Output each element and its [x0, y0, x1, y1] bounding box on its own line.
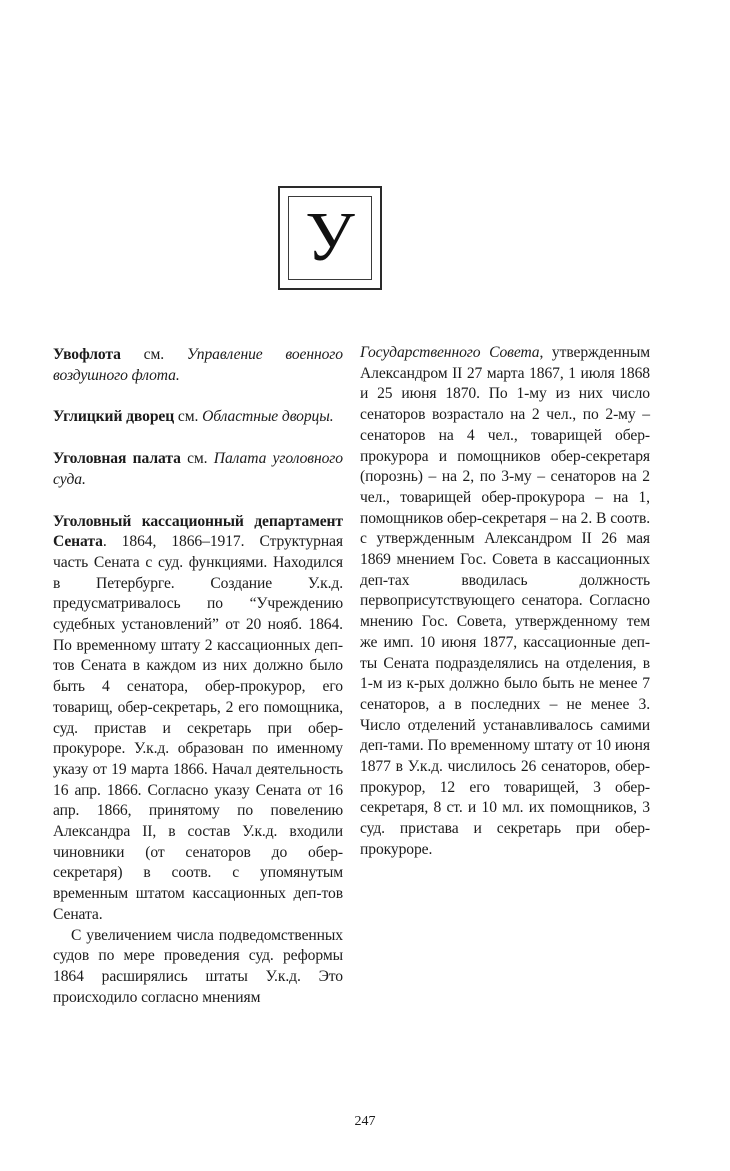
- cross-reference-link[interactable]: Управление военного воздушного флота.: [53, 346, 343, 384]
- section-letter-inner-frame: [288, 196, 372, 280]
- entry-headword: Уголовный кассационный департамент Сената: [53, 512, 343, 551]
- page-number: 247: [354, 1114, 376, 1129]
- entry-body-text: С увеличением числа подведомственных судов по мере проведения суд. реформы 1864 расширялись штаты У.к.д. Это происходило согласно мнениям: [53, 926, 343, 1006]
- see-reference: см.: [174, 408, 203, 426]
- entry-body-text: , утвержденным Александром II 27 марта 1867, 1 июля 1868 и 25 июня 1870. По 1-му из них число сенаторов возрастало на 2 чел., по 2-му – сенаторов на 4 чел., товарищей обер-прокурора и помощников обер-секретаря (порознь) – на 2, по 3-му – сенаторов на 2 чел., товарищей обер-прокурора – на 1, помощников обер-секретаря – на 2. В соотв. с утвержденным Александром II 26 мая 1869 мнением Гос. Совета в кассационных деп-тах вводилась должность первоприсутствующего сенатора. Согласно мнению Гос. Совета, утвержденному тем же имп. 10 июня 1877, кассационные деп-ты Сената подразделялись на отделения, в 1-м из к-рых должно было быть не менее 7 сенаторов, а в последних – не менее 3. Число отделений устанавливалось самими деп-тами. По временному штату от 10 июня 1877 в У.к.д. числилось 26 сенаторов, обер-прокурор, 12 его товарищей, 3 обер-секретаря, 8 ст. и 10 мл. их помощников, 3 суд. пристава и секретарь при обер-прокуроре.: [360, 344, 650, 858]
- entry-uglitsky: [53, 407, 343, 428]
- cross-reference-link[interactable]: Палата уголовного суда.: [53, 450, 343, 488]
- section-letter: У: [305, 199, 355, 276]
- cross-reference-link[interactable]: Областные дворцы.: [202, 408, 334, 426]
- entry-body-text: Структурная часть Сената с суд. функциями. Находился в Петербурге. Создание У.к.д. предусматривалось по “Учреждению судебных установлений” от 20 нояб. 1864. По временному штату 2 кассационных деп-тов Сената в каждом из них должно было быть 4 сенатора, обер-прокурор, его товарищ, обер-секретарь, 2 его помощника, суд. пристав и секретарь при обер-прокуроре. У.к.д. образован по именному указу от 19 марта 1866. Начал деятельность 16 апр. 1866. Согласно указу Сената от 16 апр. 1866, принятому по повелению Александра II, в состав У.к.д. входили чиновники (от сенаторов до обер-секретаря) в соотв. с упомянутым временным штатом кассационных деп-тов Сената.: [53, 533, 343, 923]
- entry-ukd-paragraph-2: [53, 926, 343, 1009]
- entry-uvoflota: [53, 345, 343, 386]
- entry-ukd-paragraph-1: [53, 512, 343, 926]
- entry-ukd-paragraph-2-continued: [360, 343, 650, 861]
- entry-dates: . 1864, 1866–1917.: [102, 533, 245, 551]
- right-column: [360, 343, 650, 861]
- see-reference: см.: [180, 450, 214, 468]
- see-reference: см.: [120, 346, 187, 363]
- entry-headword: Уголовная палата: [53, 450, 181, 468]
- section-letter-frame: [278, 186, 382, 290]
- cross-reference-link[interactable]: Государственного Совета: [360, 344, 540, 361]
- left-column: [53, 345, 343, 1008]
- entry-headword: Углицкий дворец: [53, 408, 175, 426]
- entry-headword: Увофлота: [53, 346, 121, 363]
- entry-ugolovnaya: [53, 449, 343, 490]
